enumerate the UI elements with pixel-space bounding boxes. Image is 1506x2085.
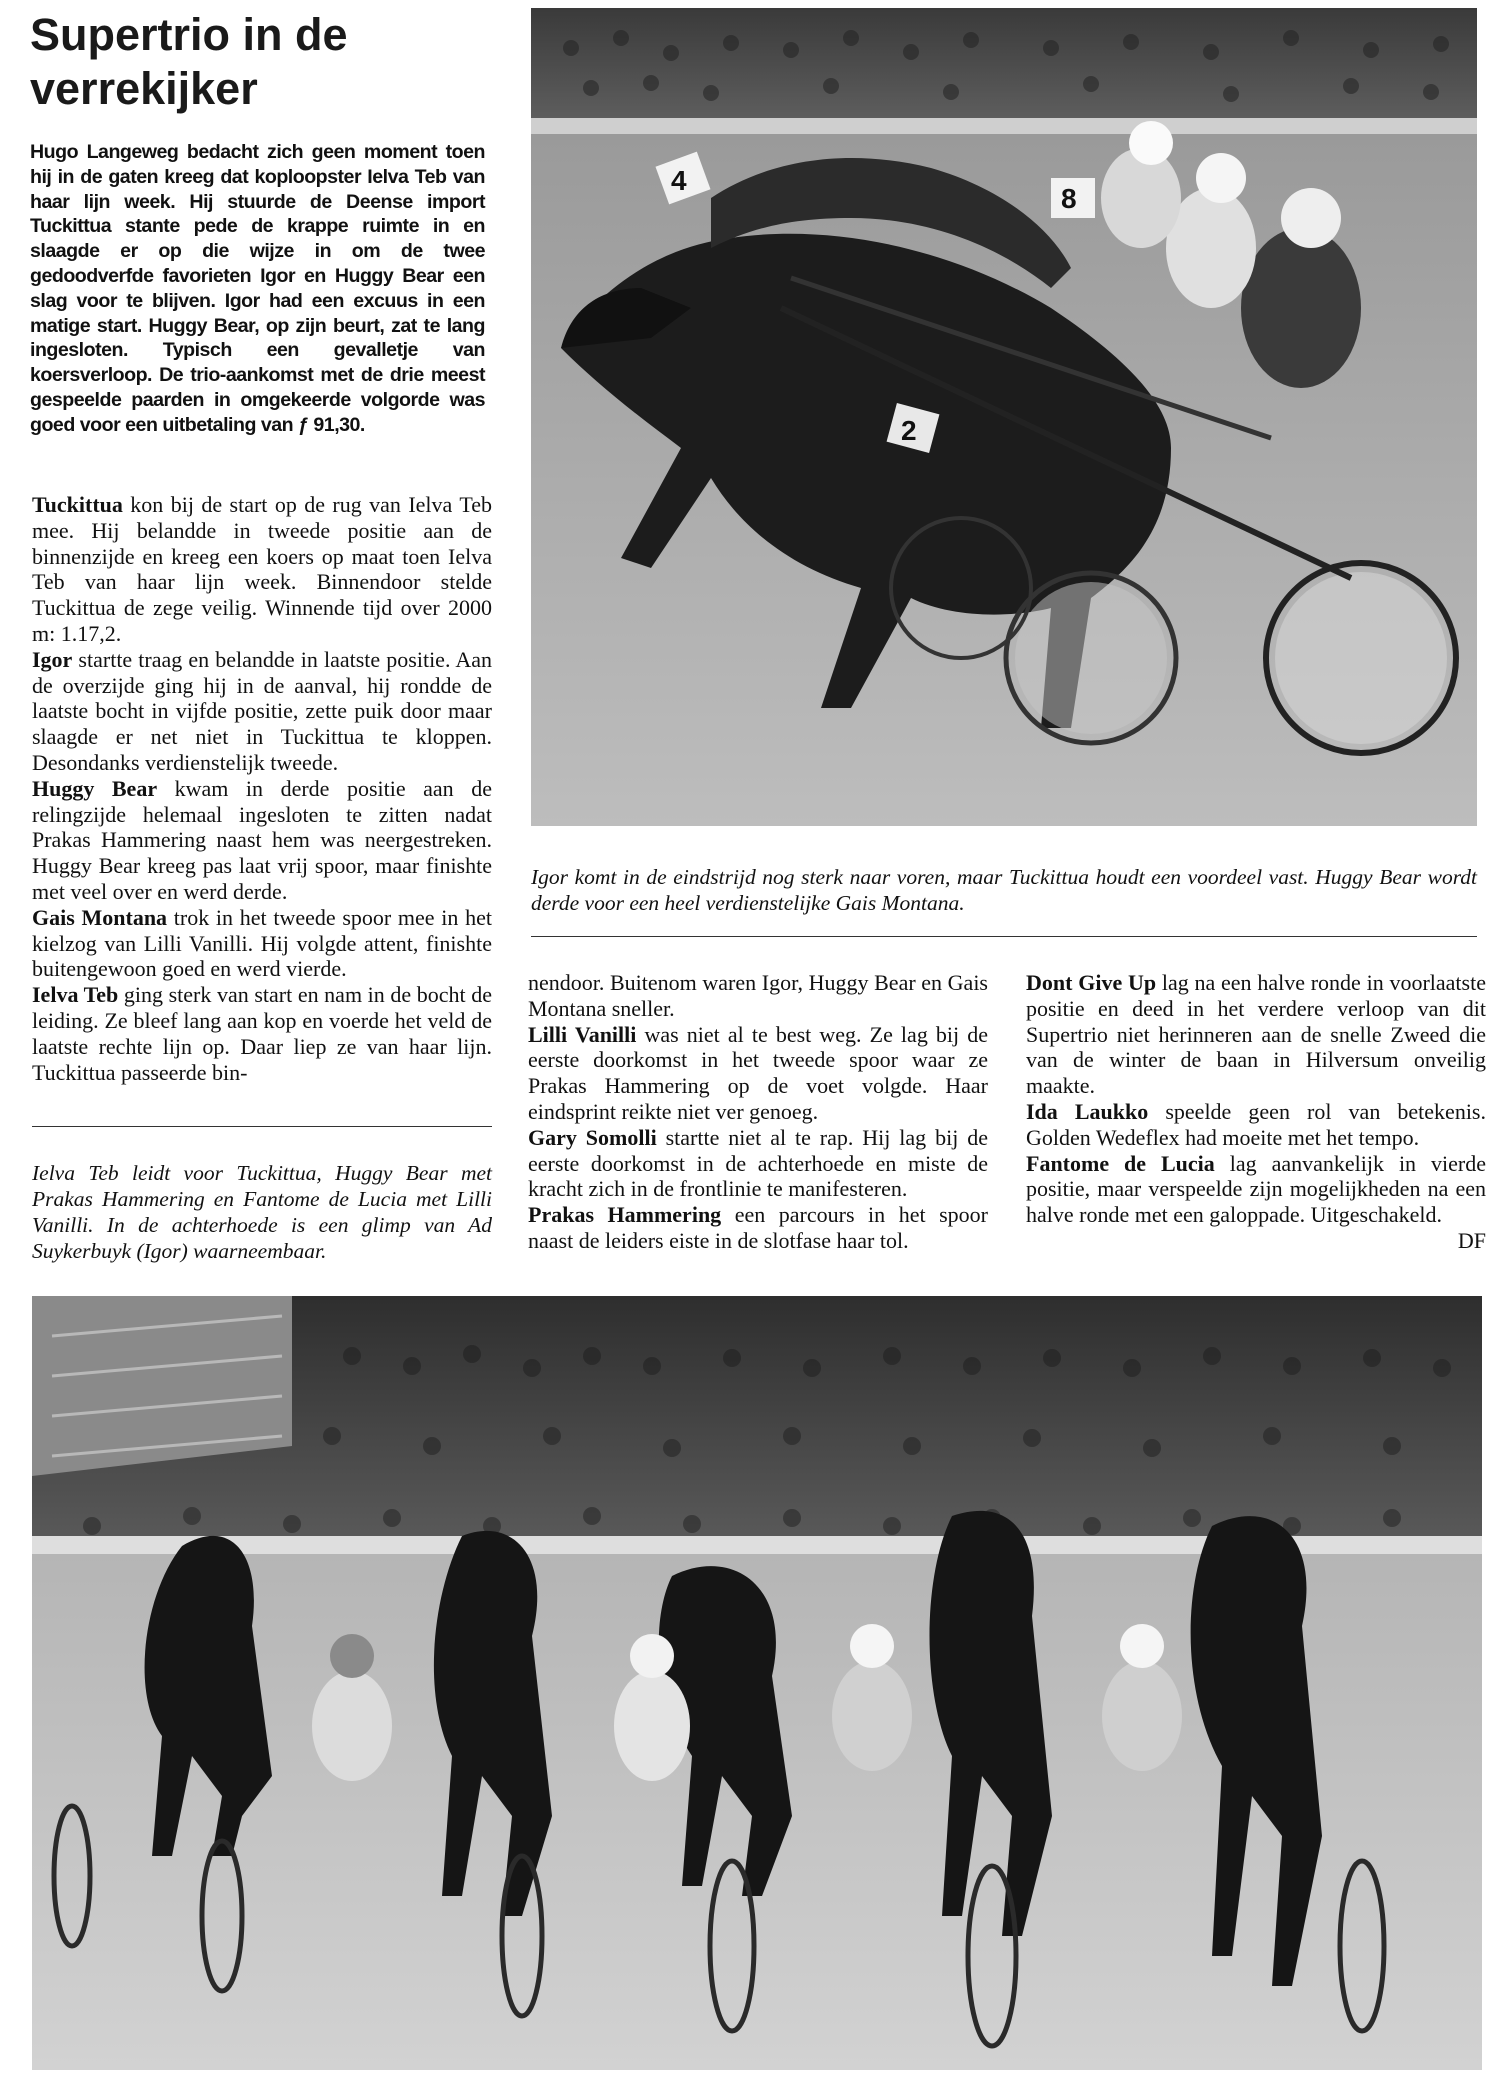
horse-name: Igor — [32, 646, 73, 672]
horse-text: nendoor. Buitenom waren Igor, Huggy Bear en Gais Montana sneller. — [528, 970, 988, 1021]
horse-name: Gary Somolli — [528, 1124, 657, 1150]
horse-text: startte niet al te rap. Hij lag bij de eerste doorkomst in de achterhoede en miste de kracht zich in de frontlinie te manifesteren. — [528, 1124, 988, 1202]
paragraph-prakas-hammering — [528, 1202, 988, 1254]
horse-text: kon bij de start op de rug van Ielva Teb mee. Hij belandde in tweede positie aan de binnenzijde en kreeg een koers op maat toen Ielva Teb van haar lijn week. Binnendoor stelde Tuckittua de zege veilig. Winnende tijd over 2000 m: 1.17,2. — [32, 492, 492, 646]
photo-finish-image — [531, 8, 1477, 826]
paragraph-continuation — [528, 970, 988, 1022]
paragraph-tuckittua — [32, 492, 492, 647]
horse-text: een parcours in het spoor naast de leiders eiste in de slotfase haar tol. — [528, 1202, 988, 1253]
horse-text: speelde geen rol van betekenis. Golden Wedeflex had moeite met het tempo. — [1026, 1098, 1486, 1150]
saddle-number-3: 2 — [901, 415, 917, 446]
horse-text: trok in het tweede spoor mee in het kielzog van Lilli Vanilli. Hij volgde attent, finishte buitengewoon goed en werd vierde. — [32, 904, 492, 982]
horse-text: startte traag en belandde in laatste positie. Aan de overzijde ging hij in de aanval, hij rondde de laatste bocht in vijfde positie, zette puik door maar slaagde er net niet in Tuckittua te kloppen. Desondanks verdienstelijk tweede. — [32, 646, 492, 775]
horse-name: Ielva Teb — [32, 982, 119, 1008]
horse-name: Fantome de Lucia — [1026, 1150, 1215, 1176]
article-title — [30, 8, 510, 116]
horse-name: Prakas Hammering — [528, 1202, 722, 1228]
caption-top-rule — [531, 936, 1477, 937]
horse-name: Ida Laukko — [1026, 1098, 1149, 1124]
paragraph-igor — [32, 647, 492, 776]
horse-text: lag aanvankelijk in vierde positie, maar verspeelde zijn mogelijkheden na een halve ronde met een galoppade. Uitgeschakeld. — [1026, 1150, 1486, 1228]
horse-name: Tuckittua — [32, 492, 123, 517]
photo-field-race — [32, 1296, 1482, 2070]
author-signature: DF — [1457, 1227, 1486, 1253]
paragraph-gais-montana — [32, 905, 492, 982]
photo-field-image — [32, 1296, 1482, 2070]
column-1 — [32, 492, 492, 1085]
paragraph-ielva-teb — [32, 982, 492, 1085]
caption-bottom-photo: Ielva Teb leidt voor Tuckittua, Huggy Bear met Prakas Hammering en Fantome de Lucia met Lilli Vanilli. In de achterhoede is een glimp van Ad Suykerbuyk (Igor) waarneembaar. — [32, 1161, 492, 1263]
horse-text: ging sterk van start en nam in de bocht de leiding. Ze bleef lang aan kop en voerde het veld de laatste rechte lijn op. Daar liep ze van haar lijn. Tuckittua passeerde bin- — [32, 982, 492, 1085]
horse-name: Gais Montana — [32, 904, 168, 930]
horse-name: Lilli Vanilli — [528, 1021, 637, 1047]
paragraph-dont-give-up — [1026, 970, 1486, 1099]
article-intro: Hugo Langeweg bedacht zich geen moment toen hij in de gaten kreeg dat koploopster Ielva Teb van haar lijn week. Hij stuurde de Deense import Tuckittua stante pede de krappe ruimte in en slaagde er op die wijze in om de twee gedoodverfde favorieten Igor en Huggy Bear een slag voor te blijven. Igor had een excuus in een matige start. Huggy Bear, op zijn beurt, zat te lang ingesloten. Typisch een gevalletje van koersverloop. De trio-aankomst met de drie meest gespeelde paarden in omgekeerde volgorde was goed voor een uitbetaling van ƒ 91,30. — [30, 141, 485, 436]
paragraph-huggy-bear — [32, 776, 492, 905]
saddle-number-1: 4 — [671, 165, 687, 196]
column-3 — [1026, 970, 1486, 1254]
title-line-2: verrekijker — [30, 63, 258, 114]
horse-name: Dont Give Up — [1026, 970, 1157, 995]
horse-text: kwam in derde positie aan de relingzijde helemaal ingesloten te zitten nadat Prakas Hammering naast hem was neergestreken. Huggy Bear kreeg pas laat vrij spoor, maar finishte met veel over en werd derde. — [32, 775, 492, 904]
column-2 — [528, 970, 988, 1254]
horse-name: Huggy Bear — [32, 775, 158, 801]
title-line-1: Supertrio in de — [30, 9, 348, 60]
saddle-number-2: 8 — [1061, 183, 1077, 214]
paragraph-gary-somolli — [528, 1125, 988, 1202]
caption-bottom-rule — [32, 1126, 492, 1127]
caption-top-photo: Igor komt in de eindstrijd nog sterk naar voren, maar Tuckittua houdt een voordeel vast. Huggy Bear wordt derde voor een heel verdienstelijke Gais Montana. — [531, 865, 1477, 915]
horse-text: was niet al te best weg. Ze lag bij de eerste doorkomst in het tweede spoor waar ze Prakas Hammering op de voet volgde. Haar eindsprint reikte niet ver genoeg. — [528, 1021, 989, 1124]
horse-text: lag na een halve ronde in voorlaatste positie en deed in het verdere verloop van dit Supertrio niet herinneren aan de snelle Zweed die van de winter de baan in Hilversum onveilig maakte. — [1026, 970, 1486, 1099]
photo-finish-race — [531, 8, 1477, 826]
paragraph-lilli-vanilli — [528, 1022, 988, 1125]
paragraph-fantome-de-lucia — [1026, 1151, 1486, 1228]
paragraph-ida-laukko — [1026, 1099, 1486, 1151]
